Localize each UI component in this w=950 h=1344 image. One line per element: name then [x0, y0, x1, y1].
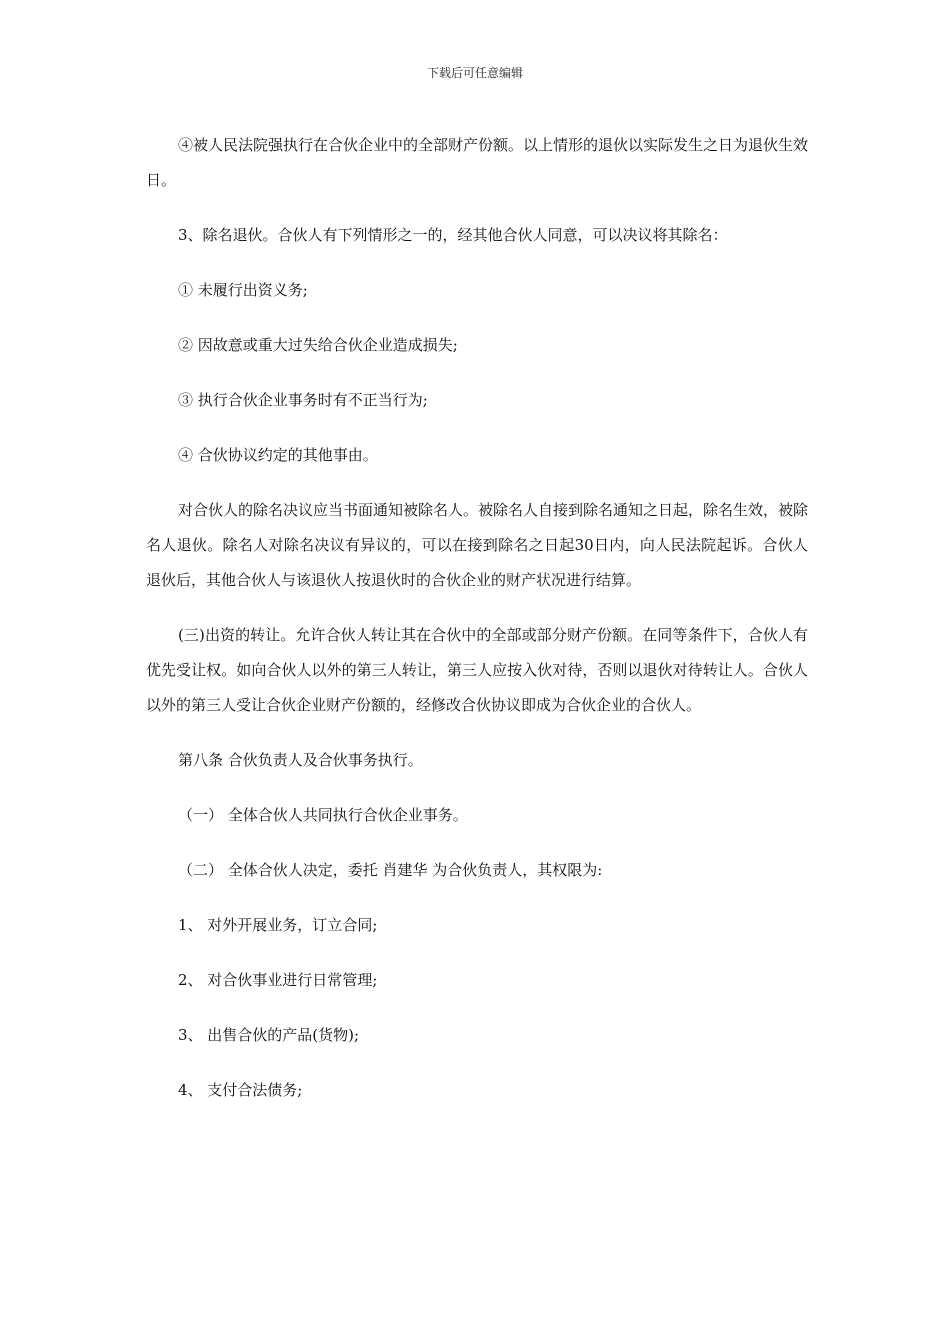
authority-item-1: 1、 对外开展业务，订立合同;	[178, 916, 378, 934]
article-8-clause-1: （一） 全体合伙人共同执行合伙企业事务。	[178, 806, 468, 824]
authority-item-3: 3、 出售合伙的产品(货物);	[178, 1026, 360, 1044]
list-item-expulsion-2: ② 因故意或重大过失给合伙企业造成损失;	[178, 336, 458, 354]
document-body	[146, 128, 808, 1108]
authority-item-2: 2、 对合伙事业进行日常管理;	[178, 971, 378, 989]
article-8-heading: 第八条 合伙负责人及合伙事务执行。	[178, 751, 423, 769]
paragraph-expulsion-notice: 对合伙人的除名决议应当书面通知被除名人。被除名人自接到除名通知之日起，除名生效，被除名人退伙。除名人对除名决议有异议的，可以在接到除名之日起30日内，向人民法院起诉。合伙人退伙后，其他合伙人与该退伙人按退伙时的合伙企业的财产状况进行结算。	[146, 501, 809, 589]
paragraph-expulsion: 3、除名退伙。合伙人有下列情形之一的，经其他合伙人同意，可以决议将其除名：	[178, 226, 728, 244]
paragraph-withdrawal-item-4: ④被人民法院强执行在合伙企业中的全部财产份额。以上情形的退伙以实际发生之日为退伙生效日。	[146, 136, 809, 189]
authority-item-4: 4、 支付合法债务;	[178, 1081, 303, 1099]
page-header-note: 下载后可任意编辑	[426, 66, 523, 80]
list-item-expulsion-4: ④ 合伙协议约定的其他事由。	[178, 446, 378, 464]
paragraph-capital-transfer: (三)出资的转让。允许合伙人转让其在合伙中的全部或部分财产份额。在同等条件下，合伙人有优先受让权。如向合伙人以外的第三人转让，第三人应按入伙对待，否则以退伙对待转让人。合伙人以外的第三人受让合伙企业财产份额的，经修改合伙协议即成为合伙企业的合伙人。	[146, 626, 808, 714]
list-item-expulsion-3: ③ 执行合伙企业事务时有不正当行为;	[178, 391, 428, 409]
article-8-clause-2: （二） 全体合伙人决定，委托 肖建华 为合伙负责人，其权限为:	[178, 861, 603, 879]
list-item-expulsion-1: ① 未履行出资义务;	[178, 281, 308, 299]
